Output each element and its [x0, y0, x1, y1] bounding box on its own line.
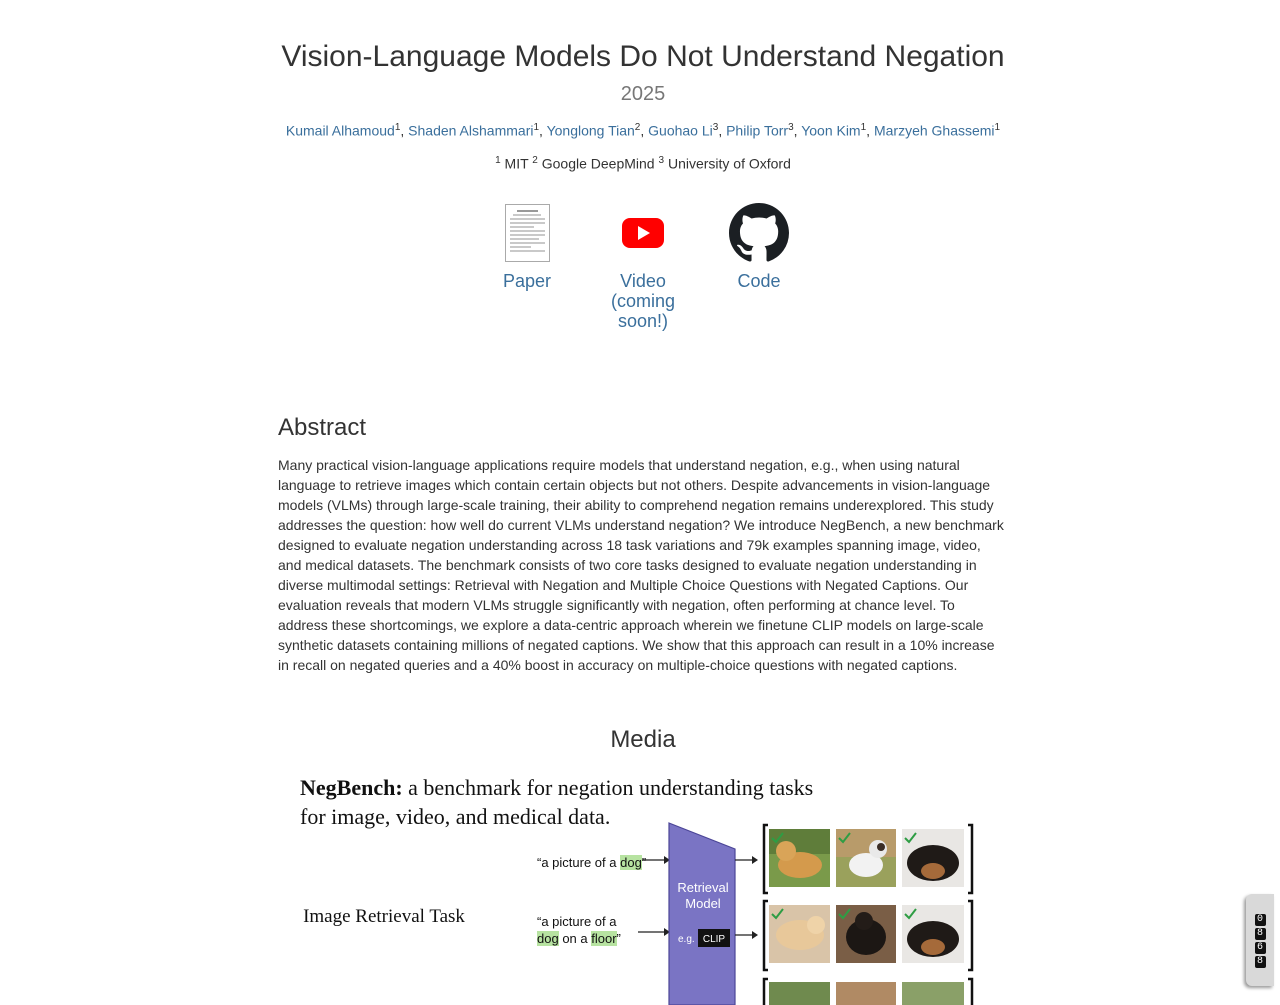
figure-title-line2: for image, video, and medical data. [300, 804, 611, 830]
author-link[interactable]: Yonglong Tian [546, 122, 635, 139]
video-link[interactable] [593, 203, 693, 353]
query-2-line1: “a picture of a [537, 914, 617, 930]
figure-title-bold: NegBench: [300, 775, 403, 801]
code-link[interactable] [709, 203, 809, 353]
result-image-partial [769, 982, 830, 1005]
model-label-line2: Model [685, 896, 721, 912]
paper-thumbnail-icon [505, 204, 550, 262]
page [278, 38, 1008, 1005]
media-heading: Media [610, 726, 676, 754]
affiliation-name: University of Oxford [667, 155, 791, 172]
clip-label: CLIP [702, 934, 726, 946]
author-link[interactable]: Shaden Alshammari [408, 122, 534, 139]
publication-year: 2025 [620, 83, 666, 105]
abstract-heading: Abstract [278, 414, 367, 442]
result-bracket-right [968, 825, 972, 893]
result-bracket-left [764, 825, 768, 893]
counter-digit: 0 [1255, 914, 1266, 926]
visitor-counter-widget[interactable] [1246, 894, 1274, 986]
result-image-partial [836, 982, 896, 1005]
counter-digit: 8 [1255, 928, 1266, 940]
author-affiliation-number: 1 [533, 122, 540, 133]
paper-link-label: Paper [502, 271, 552, 292]
affiliation-number: 1 [495, 154, 501, 166]
query-2-highlight-1: dog [537, 931, 559, 947]
figure-title-rest: a benchmark for negation understanding tasks [402, 775, 814, 801]
figure-diagram [278, 765, 1008, 1005]
paper-link[interactable] [477, 203, 577, 353]
result-image-dark-puppy [836, 905, 896, 963]
author-affiliation-number: 1 [394, 122, 401, 133]
author-link[interactable]: Kumail Alhamoud [285, 122, 395, 139]
resource-links [278, 203, 1008, 353]
eg-label: e.g. [678, 934, 695, 946]
query-2-mid: on a [558, 931, 592, 947]
affiliation-number: 3 [658, 154, 665, 166]
page-title: Vision-Language Models Do Not Understand Negation [281, 40, 1005, 73]
result-image-terrier [836, 829, 896, 887]
author-affiliation-number: 3 [712, 122, 719, 133]
author-list: Kumail Alhamoud$^1$, Shaden Alshammari$^1$, Yonglong Tian$^2$, Guohao Li$^3$, Philip Torr$^3$, Yoon Kim$^1$, Marzyeh Ghassemi$^1$ [285, 122, 1001, 139]
query-1-post: ” [641, 855, 647, 871]
affiliation-name: MIT [504, 155, 529, 172]
result-bracket-right [968, 979, 972, 1005]
author-link[interactable]: Marzyeh Ghassemi [873, 122, 995, 139]
video-link-label: Video (coming soon!) [610, 271, 676, 332]
author-affiliation-number: 3 [788, 122, 794, 133]
result-image-partial [902, 982, 964, 1005]
youtube-icon [622, 218, 664, 248]
author-link[interactable]: Philip Torr [726, 122, 789, 139]
author-affiliation-number: 1 [994, 122, 1001, 133]
affiliation-name: Google DeepMind [541, 155, 655, 172]
query-1-pre: “a picture of a [537, 855, 621, 871]
github-icon [729, 203, 789, 263]
author-link[interactable]: Yoon Kim [801, 122, 861, 139]
arrow-head [752, 931, 758, 939]
model-label-line1: Retrieval [677, 880, 729, 896]
counter-digit: 6 [1255, 942, 1266, 954]
negbench-figure [278, 765, 1008, 1005]
author-affiliation-number: 1 [860, 122, 867, 133]
arrow-head [752, 856, 758, 864]
author-affiliation-number: 2 [634, 122, 641, 133]
affiliation-list [278, 151, 1008, 174]
result-bracket-left [764, 979, 768, 1005]
affiliation-number: 2 [532, 154, 538, 166]
author-link[interactable]: Guohao Li [648, 122, 713, 139]
code-link-label: Code [737, 271, 781, 292]
counter-digit: 8 [1255, 956, 1266, 968]
query-1-highlight: dog [620, 855, 642, 871]
task-label: Image Retrieval Task [303, 906, 465, 928]
query-2-highlight-2: floor [591, 931, 617, 947]
retrieval-model-shape [669, 823, 735, 1005]
abstract-text: Many practical vision-language applications require models that understand negation, e.g., when using natural language to retrieve images which contain certain objects but not others. Despite advancements in vision-language models (VLMs) through large-scale training, their ability to comprehend negation remains underexplored. This study addresses the question: how well do current VLMs understand negation? We introduce NegBench, a new benchmark designed to evaluate negation understanding across 18 task variations and 79k examples spanning image, video, and medical datasets. The benchmark consists of two core tasks designed to evaluate negation understanding in diverse multimodal settings: Retrieval with Negation and Multiple Choice Questions with Negated Captions. Our evaluation reveals that modern VLMs struggle significantly with negation, often performing at chance level. To address these shortcomings, we explore a data-centric approach wherein we finetune CLIP models on large-scale synthetic datasets containing millions of negated captions. We show that this approach can result in a 10% increase in recall on negated queries and a 40% boost in accuracy on multiple-choice questions with negated captions. [278, 457, 1004, 674]
query-2-post: ” [616, 931, 621, 947]
